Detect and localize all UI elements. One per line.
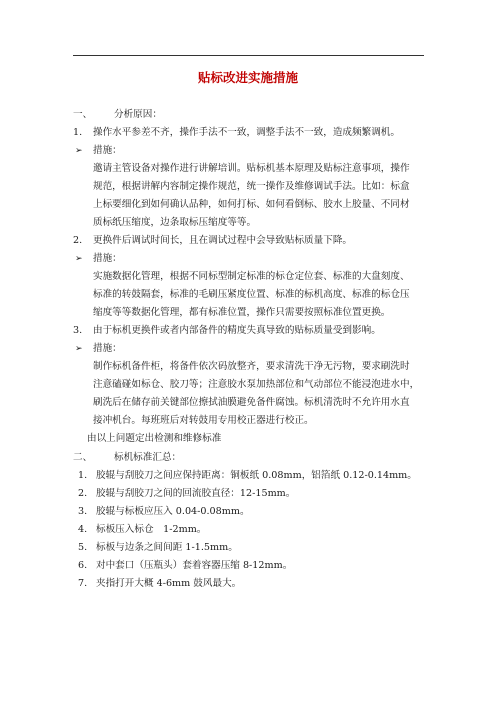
standard-text: 对中套口（压瓶头）套着容器压缩 8-12mm。 <box>96 560 293 571</box>
item-number: 2. <box>73 235 83 246</box>
measure-line: 刷洗后在储存前关键部位擦拭油膜避免备件腐蚀。标机清洗时不允许用水直 <box>93 397 410 408</box>
item-text: 由于标机更换件或者内部备件的精度失真导致的贴标质量受到影响。 <box>93 325 381 336</box>
measure-line: 实施数据化管理，根据不同标型制定标准的标仓定位套、标准的大盘刻度、 <box>93 271 410 282</box>
measure-label: 措施： <box>93 253 122 264</box>
standard-text: 胶辊与刮胶刀之间的回流胶直径：12-15mm。 <box>96 488 296 499</box>
measure-label: 措施： <box>93 145 122 156</box>
standard-number: 6. <box>78 560 88 571</box>
item-number: 3. <box>73 325 83 336</box>
standard-text: 夹指打开大概 4-6mm 鼓风最大。 <box>96 578 242 589</box>
measure-line: 上标要细化到如何确认品种，如何打标、如何看倒标、胶水上胶量、不同材 <box>93 199 410 210</box>
measure-line: 标准的转鼓隔套，标准的毛刷压紧度位置、标准的标机高度、标准的标仓压 <box>93 289 410 300</box>
standard-text: 胶辊与刮胶刀之间应保持距离：铜板纸 0.08mm，铝箔纸 0.12-0.14mm。 <box>96 470 417 481</box>
measure-line: 质标纸压缩度，边条取标压缩度等等。 <box>93 217 257 228</box>
standard-number: 4. <box>78 524 88 535</box>
section-number: 一、 <box>73 109 93 120</box>
section-heading: 分析原因： <box>114 109 162 120</box>
measure-line: 规范，根据讲解内容制定操作规范，统一操作及维修调试手法。比如：标盒 <box>93 181 410 192</box>
standard-text: 标板压入标仓 1-2mm。 <box>96 524 207 535</box>
measure-line: 接冲机台。每班班后对转鼓用专用校正器进行校正。 <box>93 415 314 426</box>
section-heading: 标机标准汇总： <box>114 452 182 463</box>
conclusion-text: 由以上问题定出检测和维修标准 <box>87 433 222 444</box>
standard-number: 3. <box>78 506 88 517</box>
page-title: 贴标改进实施措施 <box>197 70 298 85</box>
measure-line: 注意磕碰如标仓、胶刀等；注意胶水泵加热部位和气动部位不能浸泡进水中， <box>93 379 420 390</box>
section-number: 二、 <box>73 452 93 463</box>
standard-text: 胶辊与标板应压入 0.04-0.08mm。 <box>96 506 250 517</box>
standard-number: 5. <box>78 542 88 553</box>
item-text: 更换件后调试时间长，且在调试过程中会导致贴标质量下降。 <box>93 235 353 246</box>
arrow-bullet-icon: ➢ <box>75 254 83 264</box>
standard-text: 标板与边条之间间距 1-1.5mm。 <box>96 542 238 553</box>
standard-number: 1. <box>78 470 88 481</box>
item-number: 1. <box>73 127 83 138</box>
standard-number: 7. <box>78 578 88 589</box>
item-text: 操作水平参差不齐，操作手法不一致，调整手法不一致，造成频繁调机。 <box>93 127 400 138</box>
measure-line: 缩度等等数据化管理，都有标准位置，操作只需要按照标准位置更换。 <box>93 307 391 318</box>
header-rule <box>73 55 424 56</box>
measure-label: 措施： <box>93 343 122 354</box>
measure-line: 邀请主管设备对操作进行讲解培训。贴标机基本原理及贴标注意事项，操作 <box>93 163 410 174</box>
standard-number: 2. <box>78 488 88 499</box>
measure-line: 制作标机备件柜，将备件依次码放整齐，要求清洗干净无污物，要求刷洗时 <box>93 361 410 372</box>
arrow-bullet-icon: ➢ <box>75 344 83 354</box>
arrow-bullet-icon: ➢ <box>75 146 83 156</box>
